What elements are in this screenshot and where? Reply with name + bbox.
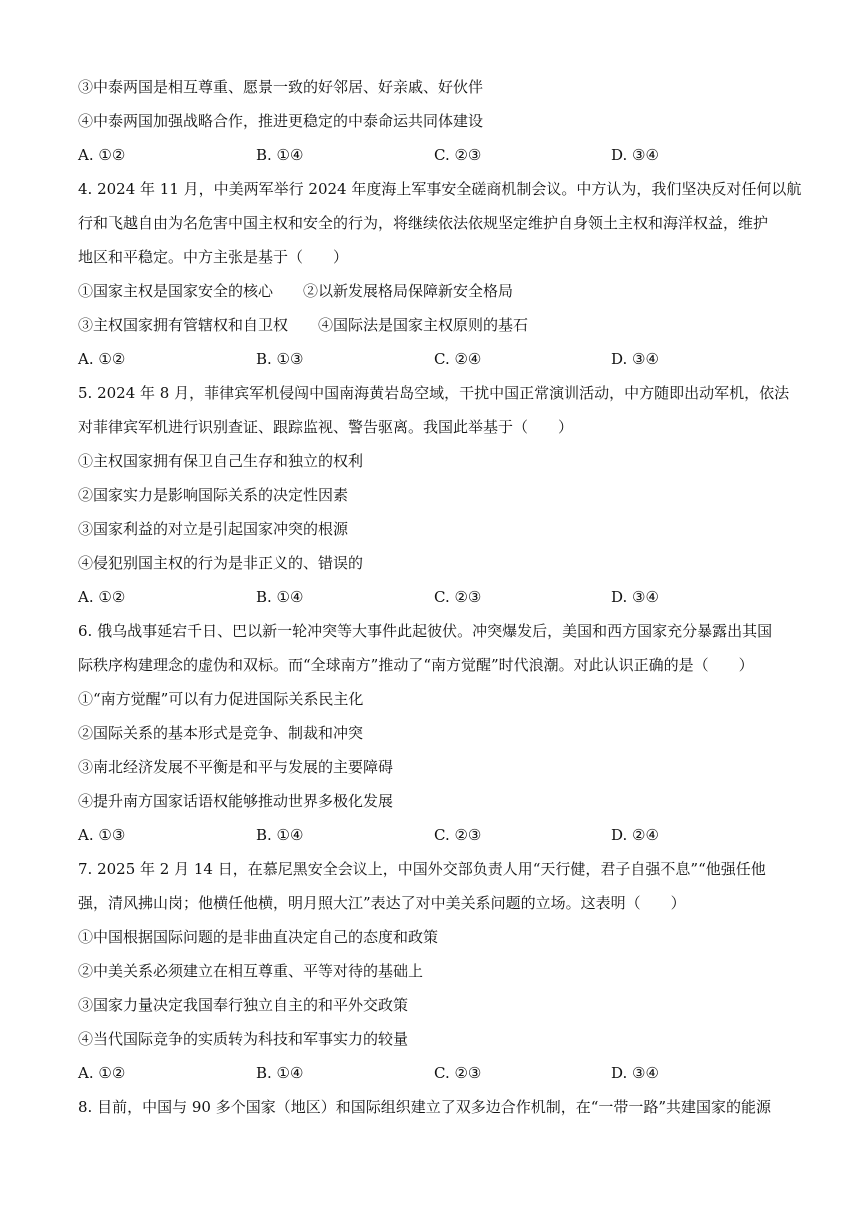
option-b: B. ①④ (256, 1064, 304, 1082)
statement-line: ④提升南方国家话语权能够推动世界多极化发展 (78, 792, 394, 810)
statement-line: ④当代国际竞争的实质转为科技和军事实力的较量 (78, 1030, 409, 1048)
option-d: D. ③④ (611, 350, 659, 368)
statement-line: ②中美关系必须建立在相互尊重、平等对待的基础上 (78, 962, 424, 980)
question-stem-line: 4. 2024 年 11 月，中美两军举行 2024 年度海上军事安全磋商机制会议。中方认为，我们坚决反对任何以航 (78, 180, 802, 198)
option-d: D. ③④ (611, 588, 659, 606)
statement-line: ③南北经济发展不平衡是和平与发展的主要障碍 (78, 758, 394, 776)
statement-line: ①国家主权是国家安全的核心 ②以新发展格局保障新安全格局 (78, 282, 514, 300)
option-a: A. ①② (78, 588, 126, 606)
statement-line: ②国家实力是影响国际关系的决定性因素 (78, 486, 349, 504)
question-8 (78, 1090, 803, 1124)
options-7 (78, 1056, 803, 1090)
option-c: C. ②③ (434, 146, 482, 164)
exam-page (78, 70, 803, 1124)
statement-line: ①主权国家拥有保卫自己生存和独立的权利 (78, 452, 364, 470)
option-b: B. ①④ (256, 588, 304, 606)
question-stem-line: 行和飞越自由为名危害中国主权和安全的行为，将继续依法依规坚定维护自身领土主权和海洋权益，维护 (78, 214, 769, 232)
option-a: A. ①③ (78, 826, 126, 844)
option-d: D. ②④ (611, 826, 659, 844)
statement-line: ①中国根据国际问题的是非曲直决定自己的态度和政策 (78, 928, 439, 946)
option-b: B. ①④ (256, 146, 304, 164)
option-d: D. ③④ (611, 1064, 659, 1082)
statement-line: ②国际关系的基本形式是竞争、制裁和冲突 (78, 724, 364, 742)
question-stem-line: 7. 2025 年 2 月 14 日，在慕尼黑安全会议上，中国外交部负责人用“天行健，君子自强不息”“他强任他 (78, 860, 766, 878)
options-5 (78, 580, 803, 614)
option-b: B. ①④ (256, 826, 304, 844)
option-d: D. ③④ (611, 146, 659, 164)
option-a: A. ①② (78, 1064, 126, 1082)
question-stem-line: 6. 俄乌战事延宕千日、巴以新一轮冲突等大事件此起彼伏。冲突爆发后，美国和西方国家充分暴露出其国 (78, 622, 773, 640)
options-6 (78, 818, 803, 852)
statement-line: ③国家利益的对立是引起国家冲突的根源 (78, 520, 349, 538)
statement-line: ④侵犯别国主权的行为是非正义的、错误的 (78, 554, 364, 572)
question-stem-line: 对菲律宾军机进行识别查证、跟踪监视、警告驱离。我国此举基于（ ） (78, 418, 574, 436)
question-7 (78, 852, 803, 1090)
option-a: A. ①② (78, 350, 126, 368)
statement-3-3: ③中泰两国是相互尊重、愿景一致的好邻居、好亲戚、好伙伴 (78, 78, 484, 96)
question-4 (78, 172, 803, 376)
option-a: A. ①② (78, 146, 126, 164)
statement-line: ③主权国家拥有管辖权和自卫权 ④国际法是国家主权原则的基石 (78, 316, 529, 334)
question-6 (78, 614, 803, 852)
question-5 (78, 376, 803, 614)
option-c: C. ②③ (434, 1064, 482, 1082)
options-4 (78, 342, 803, 376)
options-3 (78, 138, 803, 172)
question-stem-line: 8. 目前，中国与 90 多个国家（地区）和国际组织建立了双多边合作机制，在“一带一路”共建国家的能源 (78, 1098, 772, 1116)
statement-3-4: ④中泰两国加强战略合作，推进更稳定的中泰命运共同体建设 (78, 112, 484, 130)
question-stem-line: 强，清风拂山岗；他横任他横，明月照大江”表达了对中美关系问题的立场。这表明（ ） (78, 894, 686, 912)
question-3-tail (78, 70, 803, 172)
option-c: C. ②③ (434, 826, 482, 844)
option-c: C. ②③ (434, 588, 482, 606)
question-stem-line: 5. 2024 年 8 月，菲律宾军机侵闯中国南海黄岩岛空域，干扰中国正常演训活动，中方随即出动军机，依法 (78, 384, 790, 402)
statement-line: ①“南方觉醒”可以有力促进国际关系民主化 (78, 690, 364, 708)
question-stem-line: 际秩序构建理念的虚伪和双标。而“全球南方”推动了“南方觉醒”时代浪潮。对此认识正确的是（ ） (78, 656, 754, 674)
question-stem-line: 地区和平稳定。中方主张是基于（ ） (78, 248, 349, 266)
option-c: C. ②④ (434, 350, 482, 368)
option-b: B. ①③ (256, 350, 304, 368)
statement-line: ③国家力量决定我国奉行独立自主的和平外交政策 (78, 996, 409, 1014)
